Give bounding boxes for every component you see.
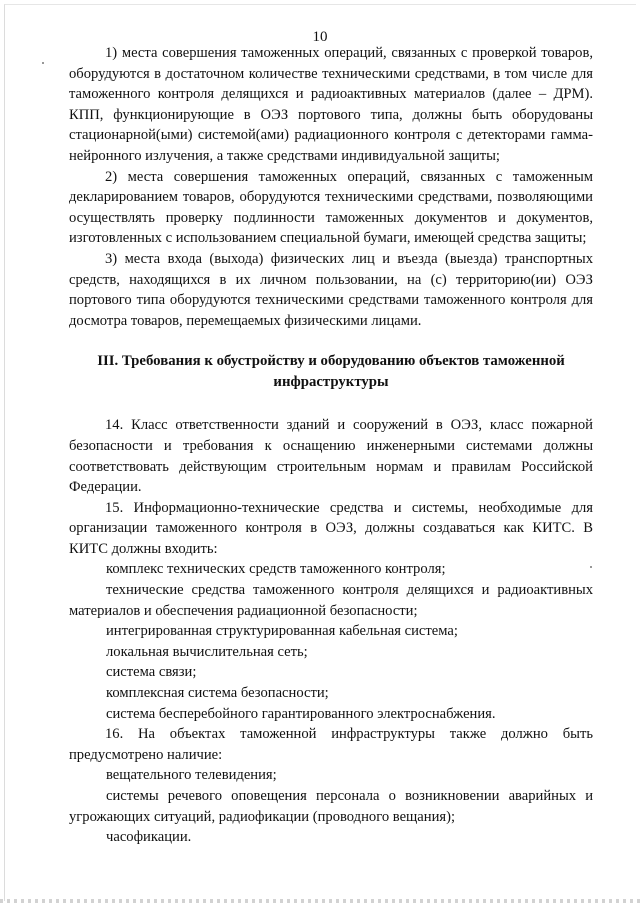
paragraph-15-item: технические средства таможенного контроля делящихся и радиоактивных материалов и обеспечения радиационной безопасности; (69, 582, 593, 619)
page-number: 10 (312, 29, 328, 45)
list-item-3: 3) места входа (выхода) физических лиц и въезда (выезда) транспортных средств, находящихся в их личном пользовании, на (с) территорию(ии) ОЭЗ портового типа оборудуются техническими средствами таможенного контроля для досмотра товаров, перемещаемых физическими лицами. (69, 250, 593, 329)
paragraph-14: 14. Класс ответственности зданий и сооружений в ОЭЗ, класс пожарной безопасности и требования к оснащению инженерными системами должны соответствовать действующим строительным нормам и правилам Российской Федерации. (69, 417, 593, 496)
list-item-2: 2) места совершения таможенных операций, связанных с таможенным декларированием товаров, оборудуются техническими средствами, позволяющими осуществлять проверку подлинности таможенных документов и документов, изготовленных с использованием специальной бумаги, имеющей средства защиты; (69, 168, 593, 247)
scan-bottom-edge (0, 899, 640, 903)
scan-speck (42, 62, 44, 64)
paragraph-16-item: системы речевого оповещения персонала о возникновении аварийных и угрожающих ситуаций, радиофикации (проводного вещания); (69, 788, 593, 825)
paragraph-15-item: комплекс технических средств таможенного контроля; (106, 561, 446, 578)
paragraph-15-item: интегрированная структурированная кабельная система; (106, 623, 458, 640)
list-item-1: 1) места совершения таможенных операций, связанных с проверкой товаров, оборудуются в достаточном количестве техническими средствами, в том числе для таможенного контроля делящихся и радиоактивных материалов (далее – ДРМ). КПП, функционирующие в ОЭЗ портового типа, должны быть оборудованы стационарной(ыми) системой(ами) радиационного контроля с детекторами гамма-нейронного излучения, а также средствами индивидуальной защиты; (69, 45, 593, 164)
paragraph-16-intro: 16. На объектах таможенной инфраструктуры также должно быть предусмотрено наличие: (69, 726, 593, 763)
paragraph-16-item: вещательного телевидения; (106, 767, 277, 784)
paragraph-16-item: часофикации. (106, 829, 192, 846)
paragraph-15-item: комплексная система безопасности; (106, 685, 329, 702)
paragraph-15-item: система связи; (106, 664, 197, 681)
paragraph-15-intro: 15. Информационно-технические средства и системы, необходимые для организации таможенного контроля в ОЭЗ, должны создаваться как КИТС. В КИТС должны входить: (69, 499, 593, 557)
section-heading: III. Требования к обустройству и оборудованию объектов таможенной инфраструктуры (97, 353, 565, 391)
paragraph-15-item: система бесперебойного гарантированного электроснабжения. (106, 705, 496, 722)
paragraph-15-item: локальная вычислительная сеть; (106, 643, 308, 660)
document-body (69, 43, 593, 848)
